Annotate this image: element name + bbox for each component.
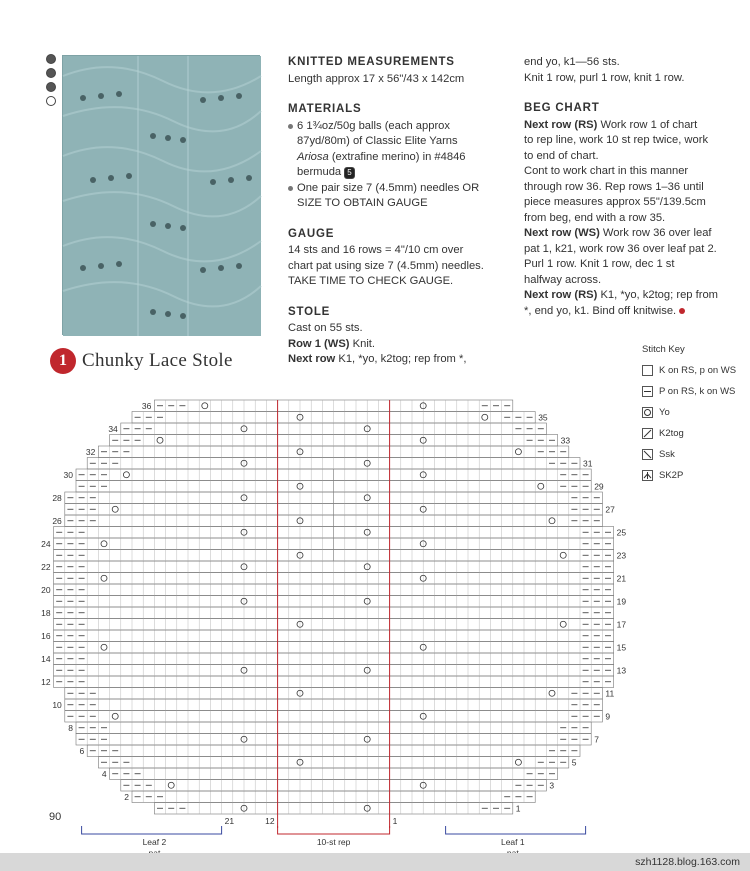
row-text: Work row 36 over leaf [599,227,712,239]
instruction-line: end yo, k1—56 sts. [524,56,620,68]
instruction-line: pat 1, k21, work row 36 over leaf pat 2. [524,242,717,255]
measurements-text: Length approx 17 x 56"/43 x 142cm [288,72,465,85]
leaf1-label: Leaf 1 [500,837,525,847]
lace-chart [28,398,728,847]
chart-row [54,665,627,677]
knit-symbol-icon [642,365,653,376]
row-number-left: 32 [85,447,96,457]
key-label: SK2P [659,470,684,481]
materials-item-yarn [288,119,508,181]
row-number-right: 35 [538,412,548,423]
row-number-right: 13 [616,665,627,676]
yarn-weight-badge [344,167,354,179]
row-number-right: 17 [616,619,627,630]
yo-mark [560,552,566,558]
row-number-right: 3 [549,780,555,791]
row-number-left: 8 [68,723,73,733]
yo-mark [482,414,488,420]
row-number-left: 4 [101,769,107,779]
pattern-title-block [50,348,233,374]
rep-label: 10-st rep [316,837,351,847]
yo-mark [549,690,555,696]
row-text: Work row 1 of chart [597,118,698,131]
chart-row [86,446,569,458]
row-number-left: 10 [52,700,62,710]
chart-row [41,630,613,642]
chart-row [41,653,613,665]
row-number-left: 6 [79,746,85,756]
chart-row [87,458,593,470]
end-mark-icon [679,308,685,314]
instruction-line [524,304,734,320]
key-label: Yo [659,407,670,418]
materials-heading: MATERIALS [288,103,362,115]
chart-row [102,768,558,780]
row-number-right: 19 [616,596,627,607]
chart-row [124,791,535,803]
chart-row [68,722,591,734]
yo-mark [515,759,521,765]
row-number-left: 34 [108,424,118,434]
yo-mark [202,403,208,409]
row-text: *, end yo, k1. Bind off knitwise. [524,304,677,317]
knit-texture [63,56,261,336]
chart-row [41,538,613,550]
row-label: Next row (WS) [524,227,600,239]
key-row-knit [642,360,746,381]
instruction-line: through row 36. Rep rows 1–36 until [524,180,704,193]
yo-mark [112,506,118,512]
key-label: K2tog [659,428,684,439]
chart-row [79,745,580,757]
yo-mark [101,644,107,650]
instruction-line: halfway across. [524,273,602,286]
chart-row [54,596,627,608]
materials-line [297,165,508,181]
row-number-right: 11 [605,688,615,699]
chart-row [54,573,627,585]
chart-row [54,550,627,562]
row-number-right: 29 [594,481,604,492]
dot-marker [46,68,56,78]
gauge-line: chart pat using size 7 (4.5mm) needles. [288,259,484,272]
row-number-right: 33 [560,435,571,446]
chart-row [132,412,548,424]
row-number-right: 27 [605,504,615,515]
row-number-right: 15 [616,642,627,653]
chart-row [154,803,520,815]
gauge-heading: GAUGE [288,227,335,240]
key-label: K on RS, p on WS [659,365,737,376]
yo-mark [538,483,544,489]
stole-heading: STOLE [288,305,331,318]
chart-row [76,481,604,493]
dot-marker-empty [46,96,56,106]
chart-row [110,435,571,447]
chart-row [52,492,602,504]
yo-mark [123,472,129,478]
pattern-title: Chunky Lace Stole [82,350,233,371]
yo-mark [515,449,521,455]
column-21-label: 21 [224,816,235,826]
row-number-left: 20 [41,585,51,595]
chart-row [41,561,613,573]
gauge-line: 14 sts and 16 rows = 4"/10 cm over [288,244,464,256]
chart-row [54,527,627,539]
chart-row [65,688,615,700]
chart-row [41,676,613,688]
row-number-left: 14 [41,654,51,664]
yo-mark [101,575,107,581]
chart-row [108,423,546,435]
dot-marker [46,54,56,64]
row-label: Next row (RS) [524,118,598,131]
page-number: 90 [49,811,62,823]
materials-line: SIZE TO OBTAIN GAUGE [297,197,428,209]
gauge-line: TAKE TIME TO CHECK GAUGE. [288,275,454,287]
row-text: K1, *yo, k2tog; rep from [597,289,718,301]
materials-line: 87yd/80m) of Classic Elite Yarns [297,135,458,147]
yarn-weight-number: 5 [347,168,352,177]
row-number-left: 12 [41,677,51,687]
chart-row [76,734,599,746]
instructions-column-2 [524,55,734,319]
pattern-number-badge: 1 [50,348,76,374]
row-number-left: 28 [52,493,62,503]
row-text: Knit. [349,337,376,350]
chart-row [54,619,627,631]
yarn-name: Ariosa [297,150,329,163]
row-number-right: 23 [616,550,627,561]
beg-chart-heading: BEG CHART [524,102,600,114]
row-number-right: 31 [583,458,593,469]
row-number-right: 5 [571,757,577,768]
row-number-left: 30 [63,470,73,480]
instruction-line: Knit 1 row, purl 1 row, knit 1 row. [524,71,685,84]
row-number-left: 2 [124,792,129,802]
materials-item-needles [288,181,508,212]
materials-line [297,150,508,166]
footer-text: szh1128.blog.163.com [635,856,740,868]
row-number-right: 9 [605,711,611,722]
leaf2-label: Leaf 2 [142,837,167,847]
stole-line [288,352,508,368]
row-number-left: 36 [141,401,152,411]
lace-chart-svg [28,398,728,847]
key-label: Ssk [659,449,675,460]
yo-mark [549,518,555,524]
row-number-left: 26 [52,516,62,526]
chart-row [52,699,602,711]
stole-line: Cast on 55 sts. [288,322,363,334]
instruction-line: from beg, end with a row 35. [524,211,666,224]
key-label: P on RS, k on WS [659,386,736,397]
yo-mark [168,782,174,788]
yarn-color: bermuda [297,166,342,178]
row-number-left: 24 [41,539,51,549]
dot-marker [46,82,56,92]
chart-row [41,584,613,596]
materials-line: One pair size 7 (4.5mm) needles OR [297,181,480,194]
row-label: Next row (RS) [524,289,598,301]
yo-mark [560,621,566,627]
chart-row [54,642,627,654]
row-number-left: 16 [41,631,51,641]
stitch-key-title: Stitch Key [642,344,685,355]
chart-row [64,469,592,481]
leaf1-bracket [446,826,586,834]
instruction-line [524,118,734,134]
chart-row [65,711,611,723]
yo-mark [112,713,118,719]
knit-photo [62,55,260,335]
yo-mark [101,541,107,547]
footer-bar [0,853,750,871]
instruction-line: to rep line, work 10 st rep twice, work [524,134,709,146]
instructions-column-1 [288,55,508,368]
instruction-line: piece measures approx 55"/139.5cm [524,196,706,208]
leaf2-bracket [82,826,222,834]
row-number-left: 22 [41,562,51,572]
purl-symbol-icon [642,386,653,397]
row-number-right: 7 [594,734,599,745]
chart-row [65,504,615,516]
instruction-line: Cont to work chart in this manner [524,165,689,177]
instruction-line [524,226,734,242]
column-1-label: 1 [392,816,398,826]
instruction-line [524,288,734,304]
chart-row [121,780,555,792]
chart-row [142,400,513,412]
column-12-label: 12 [265,816,275,826]
row-number-right: 1 [515,803,521,814]
instruction-line: Purl 1 row. Knit 1 row, dec 1 st [524,258,675,270]
rep-bracket [278,826,390,834]
chart-row [52,515,602,527]
row-number-left: 18 [41,608,51,618]
materials-line: 6 1¾oz/50g balls (each approx [297,119,450,132]
stole-line [288,337,508,353]
instruction-line: to end of chart. [524,149,599,162]
row-number-right: 21 [616,573,627,584]
row-text: K1, *yo, k2tog; rep from *, [335,353,467,365]
row-number-right: 25 [616,527,627,538]
yarn-detail: (extrafine merino) in #4846 [328,150,466,163]
photo-dots [46,54,58,110]
chart-row [41,607,613,619]
measurements-heading: KNITTED MEASUREMENTS [288,56,455,68]
row-label: Row 1 (WS) [288,337,350,350]
chart-row [98,757,576,769]
yo-mark [157,437,163,443]
row-label: Next row [288,353,336,365]
